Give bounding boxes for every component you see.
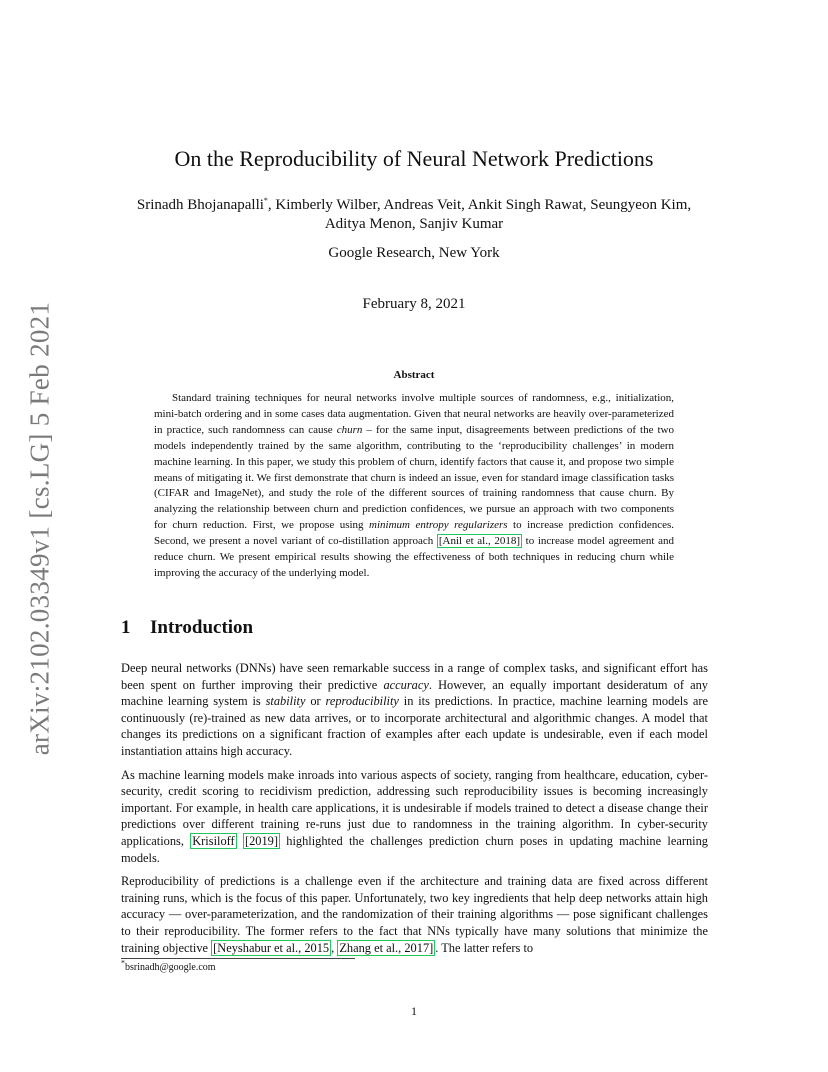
citation-link[interactable]: [Anil et al., 2018]: [438, 535, 521, 548]
abstract-body: [154, 391, 674, 582]
citation-link[interactable]: [Neyshabur et al., 2015: [213, 940, 330, 955]
citation-link[interactable]: [2019]: [244, 833, 278, 848]
term: reproducibility: [325, 694, 399, 709]
paragraph: [121, 873, 708, 956]
abstract-text: to increase prediction confidences. Second, we present a novel variant of co-distillation approach: [154, 519, 675, 548]
paper-date: February 8, 2021: [362, 296, 466, 312]
section-number: 1: [121, 617, 131, 638]
text: ,: [331, 940, 338, 955]
text: . However, an equally important desideratum of any machine learning system is: [121, 677, 709, 709]
author-list: [120, 196, 708, 234]
text: in its predictions. In practice, machine learning models are continuously (re)-trained as new data arrives, or to incorporate architectural and algorithmic changes. A model that changes its predictions on a significant fraction of examples after each update is undesirable, even if each model instantiation attains high accuracy.: [121, 694, 708, 758]
citation-link[interactable]: Krisiloff: [192, 833, 235, 848]
author-rest: , Kimberly Wilber, Andreas Veit, Ankit Singh Rawat, Seungyeon Kim,: [267, 197, 692, 213]
paragraph: [121, 767, 708, 867]
author-first: Srinadh Bhojanapalli: [136, 197, 264, 213]
footnote: [121, 958, 216, 973]
text: Deep neural networks (DNNs) have seen remarkable success in a range of complex tasks, and significant effort has been spent on further improving their predictive: [121, 661, 708, 692]
abstract-text: to increase model agreement and reduce churn. We present empirical results showing the effectiveness of both techniques in reducing churn while improving the accuracy of the underlying model.: [154, 535, 674, 579]
footnote-mark: *: [121, 958, 125, 968]
footnote-email[interactable]: bsrinadh@google.com: [125, 962, 216, 973]
footnote-rule: [121, 958, 355, 959]
section-heading: [121, 617, 253, 639]
abstract-text: – for the same input, disagreements between predictions of the two models independently trained by the same algorithm, contributing to the ‘reproducibility challenges’ in modern machine learning. In this paper, we study this problem of churn, identify factors that cause it, and propose two simple means of mitigating it. We first demonstrate that churn is indeed an issue, even for standard image classification tasks (CIFAR and ImageNet), and study the role of the different sources of training randomness that cause churn. By analyzing the relationship between churn and prediction confidences, we pursue an approach with two components for churn reduction. First, we propose using: [154, 423, 674, 532]
text: Reproducibility of predictions is a challenge even if the architecture and training data are fixed across different training runs, which is the focus of this paper. Unfortunately, two key ingredients that help deep networks attain high accuracy — over-parameterization, and the randomization of their training algorithms — pose significant challenges to their reproducibility. The former refers to the fact that NNs typically have many solutions that minimize the training objective: [121, 874, 708, 955]
text: highlighted the challenges prediction churn poses in updating machine learning models.: [121, 833, 708, 865]
affiliation: Google Research, New York: [328, 245, 500, 261]
paragraph: [121, 660, 708, 760]
body-text: [121, 660, 708, 963]
term-min-entropy: minimum entropy regularizers: [369, 519, 508, 532]
paper-title: On the Reproducibility of Neural Network Predictions: [174, 146, 654, 171]
term: stability: [265, 694, 306, 709]
page-number: 1: [411, 1004, 417, 1018]
arxiv-sidebar: [18, 298, 62, 758]
term-churn: churn: [336, 423, 363, 436]
text: . The latter refers to: [435, 940, 534, 955]
footnote-marker[interactable]: *: [263, 196, 268, 205]
section-title: Introduction: [150, 617, 254, 638]
author-line-2: Aditya Menon, Sanjiv Kumar: [324, 216, 504, 232]
arxiv-identifier: arXiv:2102.03349v1 [cs.LG] 5 Feb 2021: [24, 301, 55, 755]
text: As machine learning models make inroads into various aspects of society, ranging from healthcare, education, cyber-security, credit scoring to recidivism prediction, addressing such reproducibility issues is becoming increasingly important. For example, in health care applications, it is undesirable if models trained to detect a disease change their predictions over different training re-runs just due to randomness in the training algorithm. In cyber-security applications,: [121, 767, 708, 848]
term: accuracy: [383, 677, 429, 692]
abstract-text: Standard training techniques for neural networks involve multiple sources of randomness, e.g., initialization, mini-batch ordering and in some cases data augmentation. Given that neural networks are heavily over-parameterized in practice, such randomness can cause: [154, 392, 674, 436]
citation-link[interactable]: Zhang et al., 2017]: [339, 940, 434, 955]
abstract-heading: Abstract: [393, 369, 435, 381]
text: or: [305, 694, 326, 709]
